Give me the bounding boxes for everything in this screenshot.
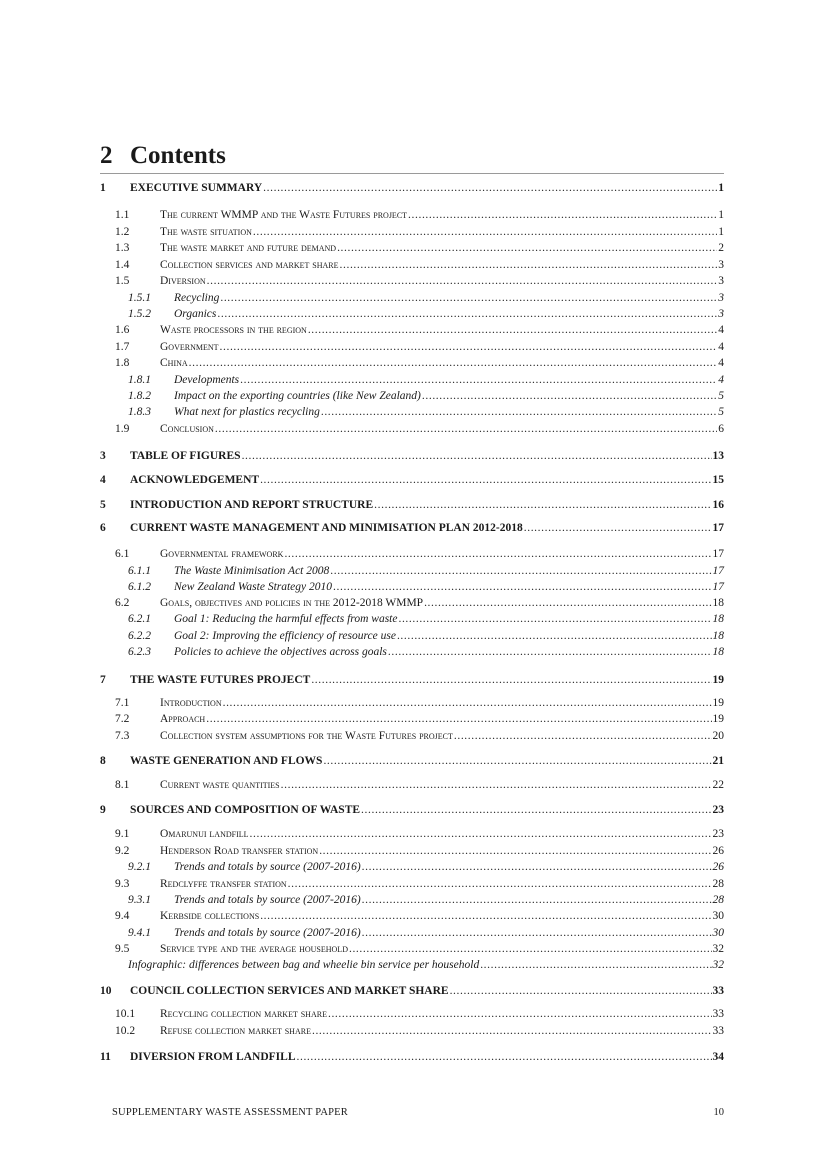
toc-entry[interactable] [115, 910, 724, 922]
toc-dot-leader [263, 182, 717, 194]
toc-entry-title: Waste processors in the region [160, 324, 307, 336]
toc-entry-page: 3 [718, 292, 724, 304]
footer-page-number: 10 [713, 1107, 724, 1118]
toc-dot-leader [319, 845, 711, 857]
toc-dot-leader [260, 910, 711, 922]
toc-entry-number: 10.1 [115, 1008, 136, 1020]
toc-entry-number: 9.4.1 [128, 927, 151, 939]
toc-entry[interactable] [115, 341, 724, 353]
toc-dot-leader [215, 423, 717, 435]
toc-entry[interactable] [115, 259, 724, 271]
toc-entry-page: 33 [712, 1008, 724, 1020]
toc-entry[interactable] [100, 985, 724, 997]
toc-entry-number: 9.2 [115, 845, 130, 857]
toc-entry[interactable] [115, 713, 724, 725]
toc-dot-leader [374, 499, 711, 511]
toc-entry[interactable] [115, 357, 724, 369]
toc-entry-number: 11 [100, 1051, 111, 1063]
toc-entry-page: 1 [718, 209, 724, 221]
toc-entry-page: 26 [712, 845, 724, 857]
toc-entry-page: 4 [718, 341, 724, 353]
toc-entry[interactable] [128, 581, 724, 593]
toc-entry-number: 9.1 [115, 828, 130, 840]
footer-document-title: SUPPLEMENTARY WASTE ASSESSMENT PAPER [112, 1107, 348, 1118]
toc-entry-number: 1 [100, 182, 106, 194]
toc-entry-title: The Waste Minimisation Act 2008 [174, 565, 330, 577]
toc-entry[interactable] [100, 474, 724, 486]
toc-entry-page: 21 [712, 755, 724, 767]
toc-dot-leader [362, 894, 712, 906]
toc-entry-page: 4 [718, 357, 724, 369]
toc-entry-page: 28 [712, 894, 724, 906]
toc-entry-number: 6 [100, 522, 106, 534]
toc-entry-number: 6.2 [115, 597, 130, 609]
toc-dot-leader [362, 861, 712, 873]
toc-entry-page: 19 [712, 713, 724, 725]
toc-entry-page: 18 [712, 630, 724, 642]
toc-entry[interactable] [100, 755, 724, 767]
toc-entry-title: INTRODUCTION AND REPORT STRUCTURE [130, 499, 374, 511]
title-divider [100, 173, 724, 174]
toc-dot-leader [288, 878, 712, 890]
toc-entry-number: 3 [100, 450, 106, 462]
toc-entry-title: Collection services and market share [160, 259, 339, 271]
toc-entry-title: Current waste quantities [160, 779, 280, 791]
toc-dot-leader [240, 374, 717, 386]
toc-entry-number: 1.2 [115, 226, 130, 238]
toc-dot-leader [312, 1025, 712, 1037]
toc-entry[interactable] [115, 1025, 724, 1037]
toc-dot-leader [398, 613, 711, 625]
toc-entry-title: Omarunui landfill [160, 828, 249, 840]
toc-dot-leader [330, 565, 711, 577]
toc-entry[interactable] [115, 1008, 724, 1020]
toc-dot-leader [217, 308, 717, 320]
toc-entry-title: Policies to achieve the objectives across goals [174, 646, 387, 658]
toc-entry[interactable] [115, 324, 724, 336]
toc-dot-leader [454, 730, 712, 742]
toc-entry-title: Refuse collection market share [160, 1025, 311, 1037]
toc-entry-title: Recycling collection market share [160, 1008, 327, 1020]
toc-entry-number: 9.5 [115, 943, 130, 955]
toc-entry-number: 6.1.2 [128, 581, 151, 593]
toc-entry[interactable] [115, 943, 724, 955]
toc-entry-number: 1.8 [115, 357, 130, 369]
toc-entry-page: 22 [712, 779, 724, 791]
toc-entry-page: 17 [712, 581, 724, 593]
toc-entry-number: 9 [100, 804, 106, 816]
toc-entry[interactable] [115, 226, 724, 238]
toc-entry-page: 1 [718, 226, 724, 238]
toc-entry-page: 28 [712, 878, 724, 890]
toc-entry[interactable] [128, 308, 724, 320]
toc-entry-title: Introduction [160, 697, 222, 709]
toc-entry-number: 1.1 [115, 209, 130, 221]
toc-entry-page: 2 [718, 242, 724, 254]
toc-entry[interactable] [100, 674, 724, 686]
toc-dot-leader [253, 226, 717, 238]
toc-entry[interactable] [115, 423, 724, 435]
toc-entry-number: 6.1.1 [128, 565, 151, 577]
toc-entry-page: 3 [718, 259, 724, 271]
toc-entry-title: Government [160, 341, 219, 353]
toc-entry-number: 9.3.1 [128, 894, 151, 906]
toc-entry-number: 9.4 [115, 910, 130, 922]
toc-entry-number: 10 [100, 985, 112, 997]
toc-entry-title: Approach [160, 713, 206, 725]
toc-entry-number: 8 [100, 755, 106, 767]
toc-entry-page: 20 [712, 730, 724, 742]
toc-entry-title: Trends and totals by source (2007-2016) [174, 861, 361, 873]
toc-entry-title: Goal 1: Reducing the harmful effects from waste [174, 613, 398, 625]
toc-entry-title: Goal 2: Improving the efficiency of resource use [174, 630, 396, 642]
toc-entry-title: EXECUTIVE SUMMARY [130, 182, 263, 194]
toc-entry[interactable] [115, 828, 724, 840]
toc-dot-leader [207, 275, 718, 287]
toc-dot-leader [388, 646, 712, 658]
toc-entry-title: COUNCIL COLLECTION SERVICES AND MARKET SHARE [130, 985, 449, 997]
toc-entry-title: SOURCES AND COMPOSITION OF WASTE [130, 804, 361, 816]
toc-dot-leader [321, 406, 717, 418]
toc-entry-number: 1.6 [115, 324, 130, 336]
toc-dot-leader [260, 474, 711, 486]
toc-dot-leader [424, 597, 711, 609]
toc-entry-title: Impact on the exporting countries (like New Zealand) [174, 390, 421, 402]
toc-dot-leader [408, 209, 717, 221]
toc-entry-number: 5 [100, 499, 106, 511]
toc-entry-number: 1.3 [115, 242, 130, 254]
toc-entry-title: Trends and totals by source (2007-2016) [174, 894, 361, 906]
toc-entry[interactable] [128, 630, 724, 642]
toc-entry-number: 7.1 [115, 697, 130, 709]
toc-entry-number: 9.3 [115, 878, 130, 890]
toc-dot-leader [311, 674, 711, 686]
toc-entry-title: Kerbside collections [160, 910, 260, 922]
toc-entry-title: Governmental framework [160, 548, 284, 560]
toc-dot-leader [524, 522, 712, 534]
toc-entry-number: 6.2.3 [128, 646, 151, 658]
toc-entry-title: ACKNOWLEDGEMENT [130, 474, 260, 486]
toc-entry-page: 17 [712, 565, 724, 577]
toc-dot-leader [206, 713, 711, 725]
toc-entry[interactable] [128, 894, 724, 906]
toc-entry-title: Conclusion [160, 423, 214, 435]
toc-entry[interactable] [128, 646, 724, 658]
toc-entry-title: The waste situation [160, 226, 252, 238]
toc-dot-leader [242, 450, 712, 462]
toc-entry-number: 6.2.1 [128, 613, 151, 625]
toc-dot-leader [189, 357, 718, 369]
toc-entry[interactable] [128, 406, 724, 418]
toc-entry-page: 23 [712, 828, 724, 840]
toc-entry-title: CURRENT WASTE MANAGEMENT AND MINIMISATION PLAN 2012-2018 [130, 522, 523, 534]
toc-entry-number: 7 [100, 674, 106, 686]
page-title-number: 2 [100, 142, 113, 169]
toc-dot-leader [220, 292, 717, 304]
toc-entry[interactable] [100, 804, 724, 816]
toc-entry-page: 5 [718, 390, 724, 402]
page-title-text: Contents [130, 142, 226, 169]
toc-entry-page: 19 [712, 674, 724, 686]
page-title [100, 142, 226, 170]
toc-entry-page: 19 [712, 697, 724, 709]
toc-entry-title: Henderson Road transfer station [160, 845, 319, 857]
toc-entry-title: WASTE GENERATION AND FLOWS [130, 755, 323, 767]
toc-entry-page: 32 [712, 943, 724, 955]
toc-dot-leader [450, 985, 712, 997]
toc-entry-title: Redclyffe transfer station [160, 878, 287, 890]
toc-dot-leader [349, 943, 712, 955]
toc-entry-page: 33 [712, 985, 724, 997]
toc-entry-page: 30 [712, 927, 724, 939]
toc-entry[interactable] [115, 548, 724, 560]
toc-entry[interactable] [115, 597, 724, 609]
toc-entry-title: Collection system assumptions for the Waste Futures project [160, 730, 453, 742]
toc-entry-number: 1.9 [115, 423, 130, 435]
toc-entry[interactable] [128, 927, 724, 939]
toc-dot-leader [340, 259, 718, 271]
toc-entry-page: 32 [712, 959, 724, 971]
toc-entry[interactable] [100, 499, 724, 511]
toc-entry-page: 17 [712, 548, 724, 560]
toc-entry-title: Infographic: differences between bag and wheelie bin service per household [128, 959, 480, 971]
toc-entry-title: Service type and the average household [160, 943, 348, 955]
toc-entry-page: 6 [718, 423, 724, 435]
toc-entry-page: 16 [712, 499, 724, 511]
toc-dot-leader [333, 581, 711, 593]
toc-entry[interactable] [115, 209, 724, 221]
toc-entry[interactable] [128, 861, 724, 873]
toc-entry-number: 1.5.2 [128, 308, 151, 320]
toc-entry-page: 3 [718, 275, 724, 287]
toc-dot-leader [328, 1008, 712, 1020]
toc-entry[interactable] [115, 845, 724, 857]
toc-entry-number: 10.2 [115, 1025, 136, 1037]
toc-entry-title: Diversion [160, 275, 206, 287]
toc-dot-leader [284, 548, 711, 560]
toc-entry[interactable] [100, 522, 724, 534]
toc-entry-number: 4 [100, 474, 106, 486]
toc-entry-page: 13 [712, 450, 724, 462]
toc-entry-title: THE WASTE FUTURES PROJECT [130, 674, 311, 686]
toc-dot-leader [480, 959, 711, 971]
toc-entry[interactable] [128, 390, 724, 402]
toc-entry-title: Trends and totals by source (2007-2016) [174, 927, 361, 939]
toc-entry-number: 9.2.1 [128, 861, 151, 873]
toc-entry-title: Recycling [174, 292, 220, 304]
toc-entry[interactable] [115, 878, 724, 890]
toc-entry[interactable] [100, 1051, 724, 1063]
toc-entry-page: 1 [718, 182, 724, 194]
toc-entry-title: The current WMMP and the Waste Futures project [160, 209, 408, 221]
toc-entry[interactable] [128, 565, 724, 577]
toc-dot-leader [223, 697, 712, 709]
toc-entry-number: 7.2 [115, 713, 130, 725]
toc-entry-number: 1.5 [115, 275, 130, 287]
toc-entry-page: 26 [712, 861, 724, 873]
toc-entry-page: 23 [712, 804, 724, 816]
toc-entry-page: 17 [712, 522, 724, 534]
toc-entry-page: 5 [718, 406, 724, 418]
toc-entry-title: TABLE OF FIGURES [130, 450, 241, 462]
toc-dot-leader [250, 828, 712, 840]
toc-entry-number: 1.8.1 [128, 374, 151, 386]
toc-dot-leader [422, 390, 717, 402]
toc-entry-title: Organics [174, 308, 217, 320]
toc-dot-leader [323, 755, 711, 767]
toc-dot-leader [337, 242, 717, 254]
toc-dot-leader [281, 779, 712, 791]
toc-entry[interactable] [115, 697, 724, 709]
toc-entry-page: 18 [712, 597, 724, 609]
toc-entry-page: 4 [718, 324, 724, 336]
toc-entry-page: 4 [718, 374, 724, 386]
toc-entry[interactable] [115, 242, 724, 254]
toc-entry-page: 3 [718, 308, 724, 320]
toc-entry[interactable] [128, 959, 724, 971]
toc-entry-page: 33 [712, 1025, 724, 1037]
toc-entry[interactable] [128, 374, 724, 386]
toc-entry-title: DIVERSION FROM LANDFILL [130, 1051, 296, 1063]
toc-dot-leader [297, 1051, 712, 1063]
toc-entry-number: 1.7 [115, 341, 130, 353]
toc-entry-page: 18 [712, 646, 724, 658]
toc-entry-number: 1.4 [115, 259, 130, 271]
toc-entry[interactable] [115, 730, 724, 742]
toc-entry[interactable] [128, 613, 724, 625]
toc-entry-title: New Zealand Waste Strategy 2010 [174, 581, 333, 593]
toc-entry[interactable] [115, 275, 724, 287]
toc-entry-number: 7.3 [115, 730, 130, 742]
toc-entry-title: What next for plastics recycling [174, 406, 320, 418]
toc-entry-title: Goals, objectives and policies in the 2012-2018 WMMP [160, 597, 424, 609]
toc-entry-title: The waste market and future demand [160, 242, 337, 254]
toc-entry-page: 34 [712, 1051, 724, 1063]
toc-dot-leader [362, 927, 712, 939]
toc-entry-title: Developments [174, 374, 240, 386]
toc-entry-number: 1.5.1 [128, 292, 151, 304]
toc-entry-number: 1.8.2 [128, 390, 151, 402]
toc-entry-number: 6.2.2 [128, 630, 151, 642]
toc-entry-page: 18 [712, 613, 724, 625]
toc-entry[interactable] [128, 292, 724, 304]
toc-dot-leader [397, 630, 712, 642]
toc-entry[interactable] [100, 182, 724, 194]
toc-entry-number: 8.1 [115, 779, 130, 791]
toc-dot-leader [361, 804, 711, 816]
toc-entry-page: 30 [712, 910, 724, 922]
toc-entry-title: China [160, 357, 188, 369]
toc-entry[interactable] [100, 450, 724, 462]
toc-entry-number: 1.8.3 [128, 406, 151, 418]
toc-entry-number: 6.1 [115, 548, 130, 560]
toc-dot-leader [220, 341, 718, 353]
toc-entry[interactable] [115, 779, 724, 791]
toc-dot-leader [308, 324, 717, 336]
toc-entry-page: 15 [712, 474, 724, 486]
